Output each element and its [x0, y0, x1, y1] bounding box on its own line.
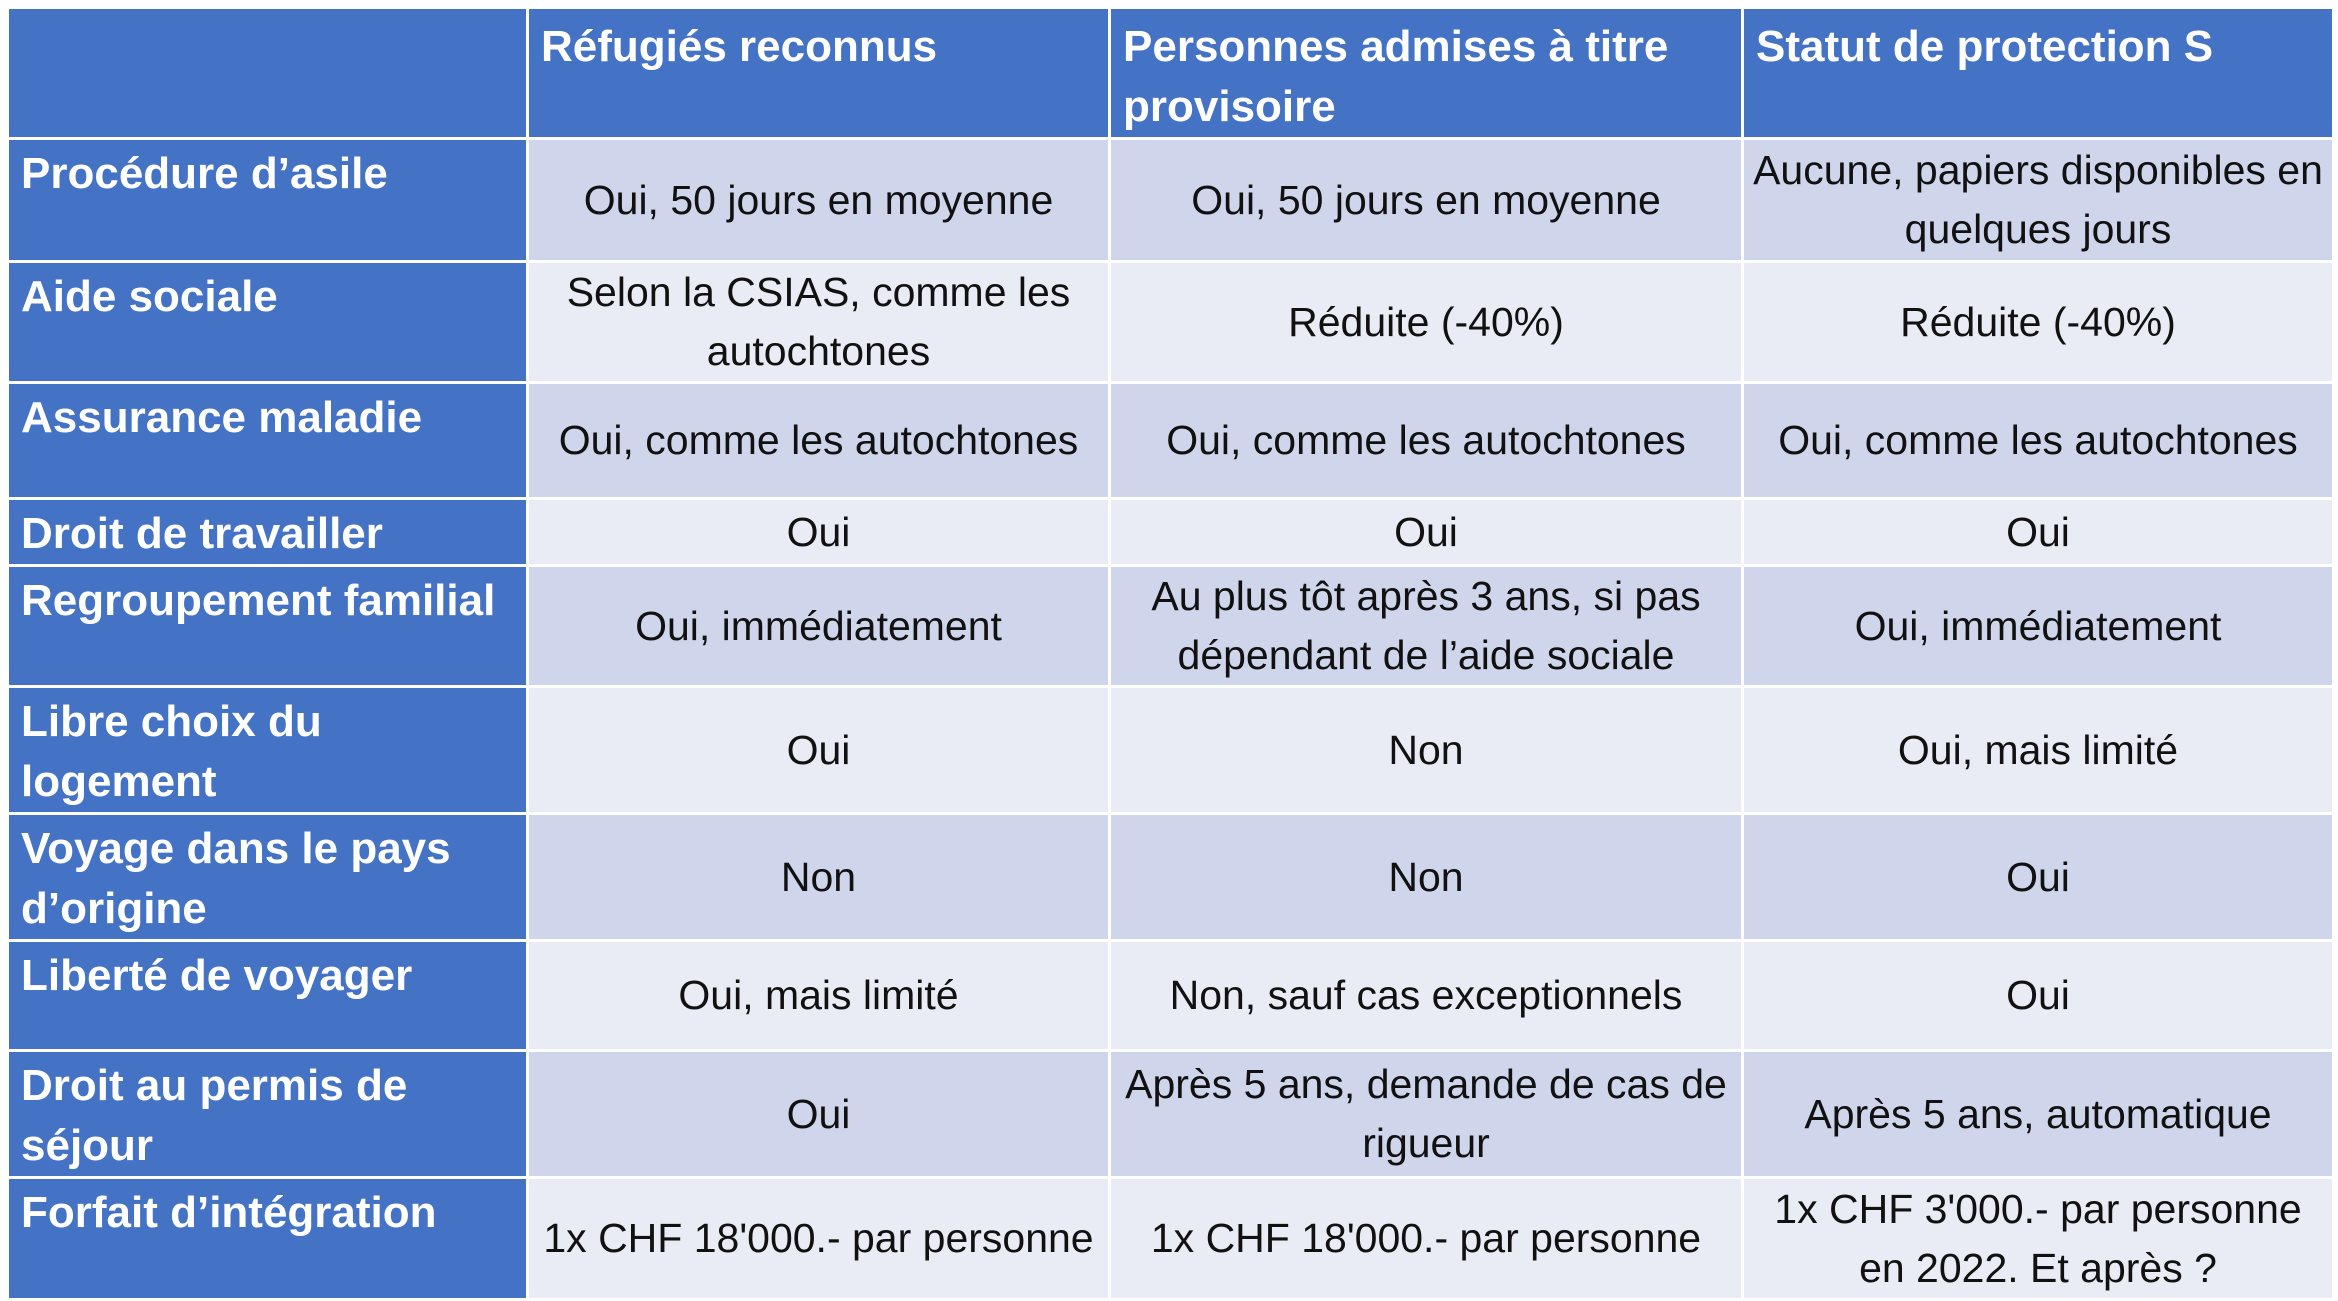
header-refugies-reconnus: Réfugiés reconnus: [528, 8, 1110, 139]
table-header-row: [8, 8, 2334, 139]
table-cell: Oui, comme les autochtones: [1110, 383, 1743, 499]
row-label: Voyage dans le pays d’origine: [8, 814, 528, 941]
table-cell: 1x CHF 18'000.- par personne: [1110, 1178, 1743, 1300]
table-cell: Oui: [528, 499, 1110, 566]
table-cell: Oui: [1743, 941, 2334, 1051]
table-cell: Réduite (-40%): [1110, 262, 1743, 383]
table-cell: Oui: [528, 1051, 1110, 1178]
row-label: Procédure d’asile: [8, 139, 528, 262]
table-row: [8, 383, 2334, 499]
table-row: [8, 941, 2334, 1051]
table-row: [8, 1051, 2334, 1178]
table-row: [8, 814, 2334, 941]
header-admises-provisoire: Personnes admises à titre provisoire: [1110, 8, 1743, 139]
table-cell: Oui: [1110, 499, 1743, 566]
row-label: Libre choix du logement: [8, 687, 528, 814]
row-label: Droit de travailler: [8, 499, 528, 566]
table-cell: Oui, immédiatement: [528, 566, 1110, 687]
header-statut-s: Statut de protection S: [1743, 8, 2334, 139]
table-cell: Oui, 50 jours en moyenne: [1110, 139, 1743, 262]
table-cell: Oui: [1743, 814, 2334, 941]
table-cell: Oui: [1743, 499, 2334, 566]
table-cell: Oui, 50 jours en moyenne: [528, 139, 1110, 262]
table-cell: Oui, mais limité: [528, 941, 1110, 1051]
table-cell: Oui: [528, 687, 1110, 814]
comparison-table: [6, 6, 2335, 1301]
table-cell: Non: [1110, 687, 1743, 814]
table-cell: Oui, immédiatement: [1743, 566, 2334, 687]
table-cell: Selon la CSIAS, comme les autochtones: [528, 262, 1110, 383]
table-row: [8, 1178, 2334, 1300]
table-cell: Oui, mais limité: [1743, 687, 2334, 814]
table-row: [8, 262, 2334, 383]
table-cell: Non, sauf cas exceptionnels: [1110, 941, 1743, 1051]
row-label: Droit au permis de séjour: [8, 1051, 528, 1178]
table-cell: Non: [528, 814, 1110, 941]
table-row: [8, 687, 2334, 814]
table-cell: Au plus tôt après 3 ans, si pas dépendant de l’aide sociale: [1110, 566, 1743, 687]
table-cell: Après 5 ans, demande de cas de rigueur: [1110, 1051, 1743, 1178]
row-label: Regroupement familial: [8, 566, 528, 687]
row-label: Forfait d’intégration: [8, 1178, 528, 1300]
table-cell: Après 5 ans, automatique: [1743, 1051, 2334, 1178]
row-label: Liberté de voyager: [8, 941, 528, 1051]
table-cell: Oui, comme les autochtones: [528, 383, 1110, 499]
table-row: [8, 566, 2334, 687]
header-corner: [8, 8, 528, 139]
table-cell: Oui, comme les autochtones: [1743, 383, 2334, 499]
table-cell: 1x CHF 3'000.- par personne en 2022. Et après ?: [1743, 1178, 2334, 1300]
table-cell: Non: [1110, 814, 1743, 941]
table-cell: 1x CHF 18'000.- par personne: [528, 1178, 1110, 1300]
table-row: [8, 499, 2334, 566]
row-label: Aide sociale: [8, 262, 528, 383]
row-label: Assurance maladie: [8, 383, 528, 499]
table-cell: Réduite (-40%): [1743, 262, 2334, 383]
table-row: [8, 139, 2334, 262]
table-cell: Aucune, papiers disponibles en quelques jours: [1743, 139, 2334, 262]
